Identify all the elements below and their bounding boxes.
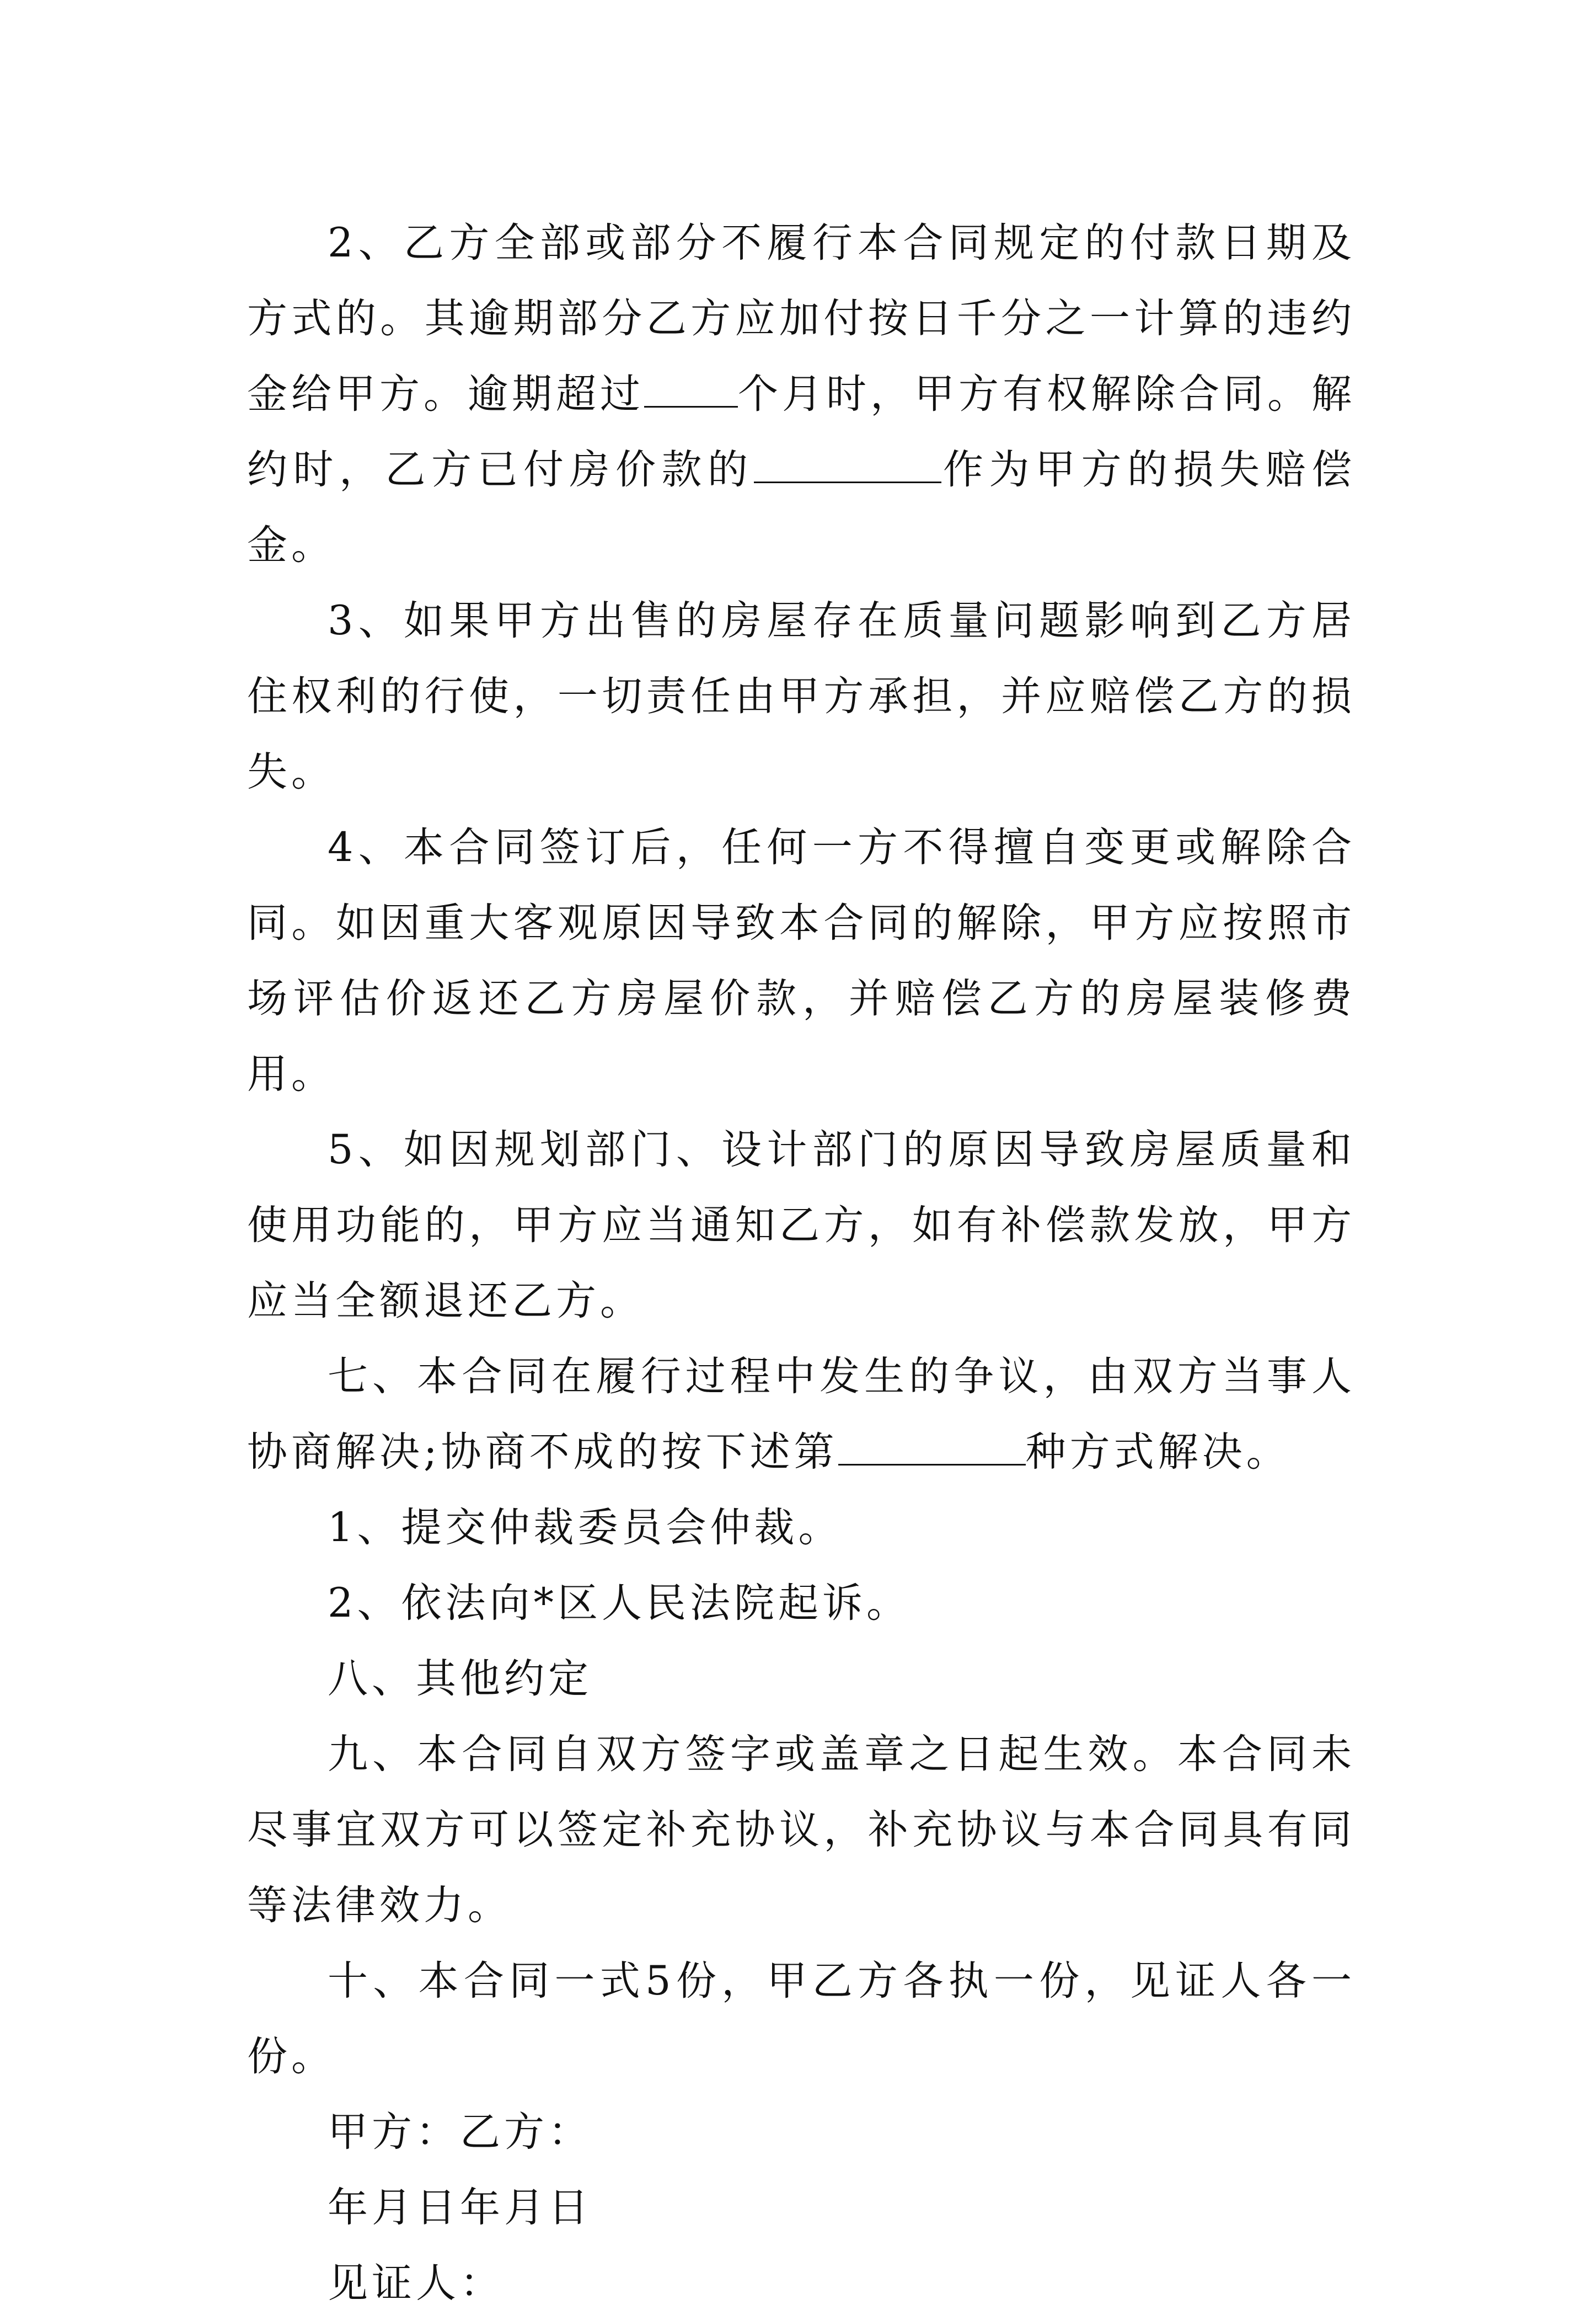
section-7: [247, 1339, 1356, 1490]
clause-4: 4、本合同签订后，任何一方不得擅自变更或解除合同。如因重大客观原因导致本合同的解除，甲方应按照市场评估价返还乙方房屋价款，并赔偿乙方的房屋装修费用。: [247, 824, 1356, 1098]
signature-parties: 甲方：乙方：: [328, 2109, 592, 2156]
blank-months: [644, 373, 738, 408]
signature-witness: 见证人：: [328, 2260, 504, 2307]
section-7-text-a: 七、本合同在履行过程中发生的争议，由双方当事人协商解决;协商不成的按下述第: [247, 1353, 1356, 1475]
section-7-text-b: 种方式解决。: [1025, 1429, 1290, 1475]
section-10: 十、本合同一式5份，甲乙方各执一份，见证人各一份。: [247, 1958, 1356, 2080]
contract-page: [247, 205, 1356, 2321]
clause-2-text-b: 个月时，甲方有权解除合同。解约时，乙方已付房价款的: [247, 371, 1356, 493]
section-8: 八、其他约定: [328, 1655, 592, 1702]
blank-compensation: [754, 448, 941, 483]
signature-dates: 年月日年月日: [328, 2184, 592, 2231]
section-7-option-1: 1、提交仲裁委员会仲裁。: [328, 1504, 843, 1551]
clause-3: 3、如果甲方出售的房屋存在质量问题影响到乙方居住权利的行使，一切责任由甲方承担，并应赔偿乙方的损失。: [247, 597, 1356, 795]
section-7-option-2: 2、依法向*区人民法院起诉。: [328, 1580, 911, 1627]
blank-method: [838, 1431, 1026, 1466]
clause-2: [247, 205, 1356, 583]
section-9: 九、本合同自双方签字或盖章之日起生效。本合同未尽事宜双方可以签定补充协议，补充协议与本合同具有同等法律效力。: [247, 1731, 1356, 1929]
clause-2-text-c: 作为甲方的损失赔偿金。: [247, 446, 1356, 569]
clause-2-text-a: 2、乙方全部或部分不履行本合同规定的付款日期及方式的。其逾期部分乙方应加付按日千分之一计算的违约金给甲方。逾期超过: [247, 220, 1356, 418]
clause-5: 5、如因规划部门、设计部门的原因导致房屋质量和使用功能的，甲方应当通知乙方，如有补偿款发放，甲方应当全额退还乙方。: [247, 1126, 1356, 1324]
